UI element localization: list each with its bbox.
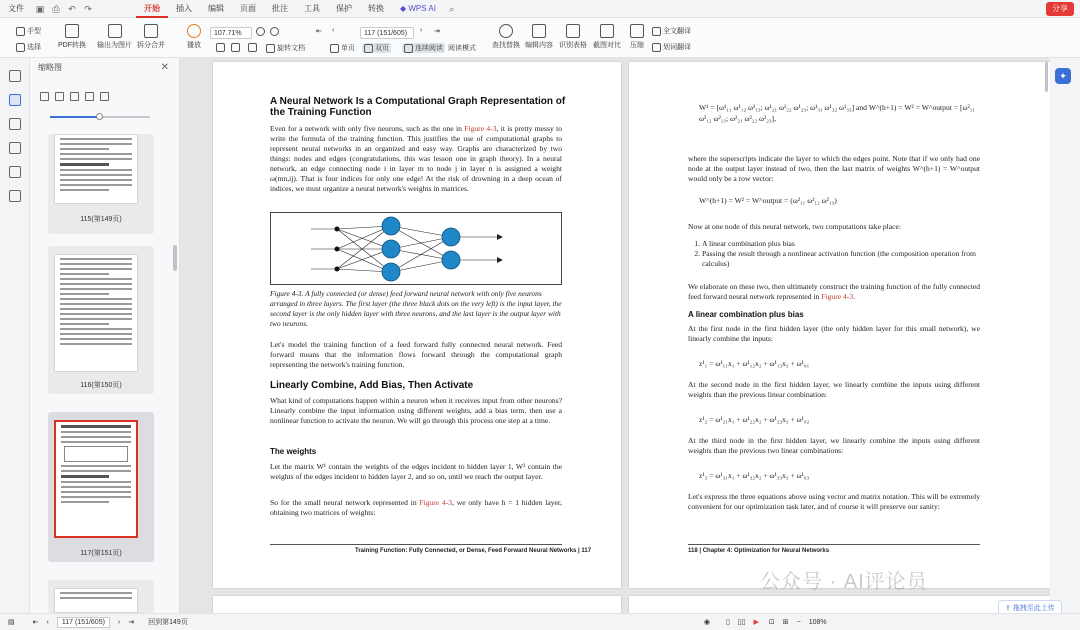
split-icon (144, 24, 158, 38)
play-status-icon[interactable]: ▶ (753, 619, 759, 626)
thumbnail-panel-title: 缩略图 (38, 63, 62, 72)
full-translate-button[interactable] (652, 26, 691, 36)
output-nodes (442, 228, 460, 269)
split-merge-label: 拆分合并 (137, 42, 165, 49)
paragraph: Now at one node of this neural network, two computations take place: (688, 222, 901, 231)
extract-page-icon[interactable] (70, 92, 79, 101)
pdf-convert-button[interactable] (58, 24, 86, 50)
next-page-status-button[interactable]: › (117, 618, 121, 626)
paragraph: At the first node in the first hidden layer (the only hidden layer for this small network), we linearly combine the inputs: (688, 324, 980, 343)
figure-link[interactable]: Figure 4-3 (464, 124, 497, 133)
status-page-input[interactable]: 117 (151/605) (57, 617, 110, 628)
wps-ai-label: WPS AI (408, 3, 436, 13)
play-button[interactable] (187, 24, 201, 50)
fit-width-icon (231, 43, 240, 52)
search-icon[interactable]: ⌕ (449, 3, 455, 14)
right-sidebar (1050, 58, 1080, 613)
tab-protect[interactable]: 保护 (336, 3, 352, 13)
section-heading: Linearly Combine, Add Bias, Then Activate (270, 380, 474, 391)
compress-button[interactable] (630, 24, 644, 50)
figure-neural-network (270, 212, 562, 285)
list-item: 2. Passing the result through a nonlinear activation function (the composition operation from calculus) (702, 249, 980, 269)
document-scrollbar[interactable] (1045, 62, 1048, 92)
comment-icon[interactable] (9, 118, 21, 130)
fit-page-icon (216, 43, 225, 52)
paragraph (270, 124, 562, 194)
play-icon (187, 24, 201, 38)
tab-tools[interactable]: 工具 (304, 3, 320, 13)
equation-row-vector: W^(h+1) = W² = W^output = (ω²₁₁ ω²₁₂ ω²₁₃) (699, 196, 837, 205)
pdf-icon (65, 24, 79, 38)
grid-icon[interactable] (40, 92, 49, 101)
drag-upload-button[interactable]: ⇪ 拖拽至此上传 (998, 600, 1062, 618)
paragraph: What kind of computations happen within a neuron when it receives input from other neurons? Linearly combine the input information using different weights, add a bias term, then use a nonlinear function to activate the neuron. We will go through this process one step at a time. (270, 396, 562, 425)
thumbnail-page-118[interactable] (48, 580, 154, 613)
first-page-button[interactable]: ⇤ (316, 28, 322, 35)
thumbnail-label: 115(第149页) (80, 216, 122, 223)
fit-page-status-icon[interactable]: ⊡ (768, 619, 775, 626)
eye-icon[interactable]: ◉ (703, 619, 710, 626)
copy-page-icon[interactable] (100, 92, 109, 101)
file-menu[interactable]: 文件 (8, 3, 24, 13)
slider-fill (50, 116, 98, 118)
last-page-status-button[interactable]: ⇥ (128, 619, 135, 626)
thumbnail-label: 116(第150页) (80, 382, 122, 389)
thumbnail-panel (30, 58, 180, 613)
page-footer: 118 | Chapter 4: Optimization for Neural Networks (688, 548, 830, 554)
equation-node-3: z¹₃ = ω¹₃₁x₁ + ω¹₃₂x₂ + ω¹₃₃x₃ + ω¹₀₃ (699, 471, 810, 480)
select-label: 选择 (27, 44, 41, 51)
text-run: , we only have h = 1 hidden layer, obtaining two matrices of weights: (270, 498, 562, 517)
last-page-button[interactable]: ⇥ (434, 28, 440, 35)
upload-label: 拖拽至此上传 (1012, 605, 1055, 612)
attachment-icon[interactable] (9, 142, 21, 154)
thumbnail-icon[interactable] (9, 94, 21, 106)
image-icon (108, 24, 122, 38)
hand-label: 手型 (27, 28, 41, 35)
continuous-label: 连续阅读 (415, 45, 443, 52)
back-to-page-link[interactable]: 回到第149页 (148, 619, 188, 626)
pdf-convert-label: PDF转换 (58, 42, 86, 49)
screenshot-compare-button[interactable] (593, 24, 621, 50)
tab-start[interactable]: 开始 (136, 0, 168, 18)
paragraph (688, 282, 980, 302)
fit-width-status-icon[interactable]: ⊞ (782, 619, 789, 626)
neural-network-diagram (271, 213, 563, 286)
recognize-table-label: 识别表格 (559, 42, 587, 49)
screenshot-icon (600, 24, 614, 38)
edit-content-button[interactable] (525, 24, 553, 50)
section-heading: A Neural Network Is a Computational Graph Representation of the Training Function (270, 96, 566, 118)
continuous-read-button[interactable] (402, 43, 445, 53)
compress-label: 压缩 (630, 42, 644, 49)
thumbnail-scrollbar[interactable] (173, 245, 177, 271)
input-nodes (335, 227, 340, 272)
split-merge-button[interactable] (137, 24, 165, 50)
figure-caption: Figure 4-3. A fully connected (or dense) feed forward neural network with only five neurons arranged in three layers. The first layer (the three black dots on the very left) is the input layer, the second layer is the only hidden layer with three neurons, and the last layer is the output layer with two neurons. (270, 289, 562, 328)
footer-rule (270, 544, 562, 545)
page-120-preview (629, 596, 1050, 613)
equation-node-2: z¹₂ = ω¹₂₁x₁ + ω¹₂₂x₂ + ω¹₂₃x₃ + ω¹₀₂ (699, 415, 810, 424)
translate-word-icon (652, 43, 661, 52)
insert-page-icon[interactable] (55, 92, 64, 101)
figure-link[interactable]: Figure 4-3 (821, 292, 854, 301)
tab-edit[interactable]: 编辑 (208, 3, 224, 13)
equation-node-1: z¹₁ = ω¹₁₁x₁ + ω¹₁₂x₂ + ω¹₁₃x₃ + ω¹₀₁ (699, 359, 810, 368)
page-119-preview (213, 596, 621, 613)
magnifier-icon (499, 24, 513, 38)
export-image-label: 输出为图片 (97, 42, 132, 49)
thumbnail-label: 117(第151页) (80, 550, 122, 557)
prev-page-status-button[interactable]: ‹ (46, 618, 49, 626)
double-page-button[interactable] (362, 43, 391, 53)
thumbnail-image (54, 588, 138, 613)
hand-tool[interactable] (16, 26, 41, 36)
rotate-label: 旋转文档 (277, 45, 305, 52)
thumbnail-size-slider[interactable] (50, 116, 150, 118)
zoom-out-icon (256, 27, 265, 36)
ribbon-toolbar (0, 18, 1080, 58)
translate-icon (652, 27, 661, 36)
text-run: . (853, 292, 856, 301)
thumbnail-image (54, 420, 138, 538)
edit-icon (532, 24, 546, 38)
page-118 (629, 62, 1050, 588)
thumbnail-page-117[interactable] (48, 412, 154, 562)
list-item: 1. A linear combination plus bias (702, 239, 980, 249)
layers-icon[interactable] (9, 190, 21, 202)
screenshot-compare-label: 截图对比 (593, 42, 621, 49)
find-replace-button[interactable] (492, 24, 520, 50)
share-button[interactable]: 分享 (1046, 2, 1074, 16)
word-translate-label: 划词翻译 (663, 44, 691, 51)
hidden-nodes (382, 217, 400, 281)
select-tool[interactable] (16, 42, 41, 52)
single-page-button[interactable] (330, 43, 355, 53)
double-page-icon (364, 44, 373, 53)
compress-icon (630, 24, 644, 38)
cursor-icon (16, 43, 25, 52)
undo-icon[interactable]: ↶ (68, 3, 76, 14)
save-icon[interactable]: ▣ (35, 3, 45, 14)
replace-page-icon[interactable] (85, 92, 94, 101)
zoom-level[interactable]: 108% (808, 618, 827, 626)
reading-mode-label: 阅读模式 (448, 45, 476, 52)
document-view (180, 58, 1050, 613)
text-run: So for the small neural network represented in (270, 498, 420, 507)
single-view-icon[interactable]: ▯ (725, 619, 730, 626)
find-replace-label: 查找替换 (492, 42, 520, 49)
export-image-button[interactable] (97, 24, 132, 50)
tab-insert[interactable]: 插入 (176, 3, 192, 13)
bookmark-icon[interactable] (9, 70, 21, 82)
thumbnail-image (54, 254, 138, 372)
thumbnail-figure (64, 446, 128, 462)
tab-wps-ai[interactable]: ◆ WPS AI (400, 3, 436, 13)
close-icon[interactable]: ✕ (160, 62, 169, 73)
slider-knob[interactable] (96, 113, 103, 120)
hand-icon (16, 27, 25, 36)
thumbnail-tools (40, 92, 109, 101)
prev-page-button[interactable]: ‹ (332, 27, 335, 34)
paragraph: Let's express the three equations above using vector and matrix notation. This will be extremely convenient for our optimization task later, and of course it will preserve our sanity: (688, 492, 980, 511)
fit-width-button[interactable] (231, 43, 240, 52)
thumbnail-page-115[interactable] (48, 134, 154, 234)
text-run: , it is pretty messy to write the formula of the training function. This justifies the use of computational graphs to represent neural networks in an organized and easy way. Graphs are characterized by two things: nodes and edges (congratulations, this was lesson one in graph theory). In a neural network, an edge connecting node i in layer m to node j in layer n is assigned a weight ω(mn,ij). That is four indices for only one edge! At the risk of drowning in a deep ocean of indices, we must organize a neural network's weights in matrices. (270, 124, 563, 193)
page-footer: Training Function: Fully Connected, or Dense, Feed Forward Neural Networks | 117 (355, 548, 592, 554)
paragraph: where the superscripts indicate the layer to which the edges point. Note that if we only had one node at the output layer instead of two, then the last matrix of weights W^(h+1) = W^output would only be a row vector: (688, 154, 980, 183)
print-icon[interactable]: ⎙ (52, 3, 60, 14)
thumbnail-page-116[interactable] (48, 246, 154, 394)
status-bar (0, 613, 1080, 630)
equation-weight-matrices: W¹ = [ω¹₁₁ ω¹₁₂ ω¹₁₃; ω¹₂₁ ω¹₂₂ ω¹₂₃; ω¹₃₁ ω¹₃₂ ω¹₃₃] and W^(h+1) = W² = W^output = [ω²₁₁ ω²₁₂ ω²₁₃; ω²₂₁ ω²₂₂ ω²₂₃], (699, 103, 976, 123)
subsection-heading: A linear combination plus bias (688, 310, 804, 319)
full-translate-label: 全文翻译 (663, 28, 691, 35)
actual-size-button[interactable] (248, 43, 257, 52)
single-page-icon (330, 44, 339, 53)
edit-content-label: 编辑内容 (525, 42, 553, 49)
paragraph: At the third node in the first hidden layer, we linearly combine the inputs using different weights than the previous two linear combinations: (688, 436, 980, 455)
paragraph: Let the matrix W¹ contain the weights of the edges incident to hidden layer 1, W² contain the weights of the edges incident to hidden layer 2, and so on, until we reach the output layer. (270, 462, 562, 481)
paragraph: Let's model the training function of a feed forward fully connected neural network. Feed forward means that the information flows forward through the computational graph representing the network's training function. (270, 340, 562, 369)
actual-size-icon (248, 43, 257, 52)
table-icon (566, 24, 580, 38)
left-sidebar (0, 58, 30, 613)
tab-page[interactable]: 页面 (240, 3, 256, 13)
tab-annotate[interactable]: 批注 (272, 3, 288, 13)
menu-bar (0, 0, 1080, 18)
sidebar-toggle-icon[interactable]: ▤ (8, 619, 15, 626)
redo-icon[interactable]: ↷ (84, 3, 92, 14)
computation-list (688, 239, 980, 269)
play-label: 播放 (187, 42, 201, 49)
single-page-label: 单页 (341, 45, 355, 52)
page-number-input[interactable]: 117 (151/605) (360, 27, 414, 39)
page-117 (213, 62, 621, 588)
first-page-status-button[interactable]: ⇤ (32, 619, 39, 626)
paragraph: At the second node in the first hidden layer, we linearly combine the inputs using different weights than the previous linear combination: (688, 380, 980, 399)
thumbnail-image (54, 134, 138, 204)
ai-assistant-icon[interactable]: ✦ (1055, 68, 1071, 84)
continuous-icon (404, 44, 413, 53)
footer-rule (688, 544, 980, 545)
reading-mode-button[interactable] (448, 43, 476, 53)
double-page-label: 双页 (375, 45, 389, 52)
word-translate-button[interactable] (652, 42, 691, 52)
rotate-button[interactable] (266, 43, 305, 53)
subsection-heading: The weights (270, 447, 317, 456)
tab-convert[interactable]: 转换 (368, 3, 384, 13)
text-run: Even for a network with only five neurons, such as the one in (270, 124, 465, 133)
zoom-input[interactable]: 107.71% (210, 27, 252, 39)
rotate-icon (266, 44, 275, 53)
next-page-button[interactable]: › (420, 27, 423, 34)
zoom-in-button[interactable] (270, 27, 279, 36)
zoom-in-icon (270, 27, 279, 36)
figure-link[interactable]: Figure 4-3 (419, 498, 453, 507)
text-run: We elaborate on these two, then ultimately construct the training function of the fully connected feed forward neural network represented in (688, 282, 980, 301)
watermark: 公众号 · AI评论员 (760, 571, 928, 593)
paragraph (270, 498, 562, 518)
double-view-icon[interactable]: ▯▯ (737, 619, 746, 626)
signature-icon[interactable] (9, 166, 21, 178)
fit-page-button[interactable] (216, 43, 225, 52)
recognize-table-button[interactable] (559, 24, 587, 50)
zoom-out-status-icon[interactable]: − (796, 618, 801, 626)
zoom-out-button[interactable] (256, 27, 265, 36)
